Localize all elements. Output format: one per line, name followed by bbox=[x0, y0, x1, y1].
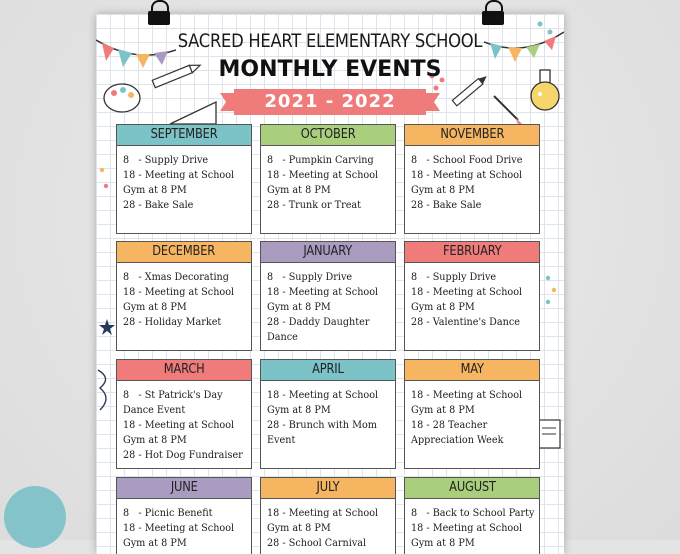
month-name: SEPTEMBER bbox=[150, 127, 218, 142]
month-header bbox=[261, 360, 395, 381]
month-header bbox=[117, 360, 251, 381]
month-header bbox=[261, 478, 395, 499]
event-line: Gym at 8 PM bbox=[123, 434, 187, 446]
monthly-events-heading: MONTHLY EVENTS bbox=[218, 57, 442, 82]
month-name: NOVEMBER bbox=[440, 127, 504, 142]
event-list bbox=[117, 499, 251, 551]
month-name: DECEMBER bbox=[152, 244, 216, 259]
event-line: 28 - Valentine's Dance bbox=[411, 316, 521, 328]
event-line: 18 - Meeting at School bbox=[123, 286, 235, 298]
event-line: 18 - Meeting at School bbox=[267, 507, 379, 519]
event-line: 18 - Meeting at School bbox=[123, 419, 235, 431]
month-header bbox=[405, 360, 539, 381]
event-line: Gym at 8 PM bbox=[411, 184, 475, 196]
month-card-may bbox=[404, 359, 540, 469]
event-line: 18 - Meeting at School bbox=[411, 522, 523, 534]
event-line: Gym at 8 PM bbox=[267, 522, 331, 534]
event-list bbox=[261, 263, 395, 345]
event-list bbox=[117, 146, 251, 213]
month-name: OCTOBER bbox=[300, 127, 356, 142]
school-name-title: SACRED HEART ELEMENTARY SCHOOL bbox=[177, 30, 483, 52]
event-line: Dance Event bbox=[123, 404, 186, 416]
month-card-march bbox=[116, 359, 252, 469]
event-list bbox=[405, 499, 539, 551]
month-header bbox=[405, 478, 539, 499]
event-line: Gym at 8 PM bbox=[123, 537, 187, 549]
month-card-september bbox=[116, 124, 252, 234]
binder-clip-left bbox=[148, 0, 170, 28]
event-list bbox=[117, 263, 251, 330]
month-card-april bbox=[260, 359, 396, 469]
event-line: Gym at 8 PM bbox=[123, 301, 187, 313]
month-card-october bbox=[260, 124, 396, 234]
event-line: Gym at 8 PM bbox=[411, 537, 475, 549]
month-name: FEBRUARY bbox=[442, 244, 502, 259]
event-line: 28 - Bake Sale bbox=[411, 199, 482, 211]
month-card-august bbox=[404, 477, 540, 554]
month-header bbox=[117, 242, 251, 263]
event-line: 28 - Brunch with Mom bbox=[267, 419, 377, 431]
month-name: MAY bbox=[460, 362, 484, 377]
month-header bbox=[405, 125, 539, 146]
binder-clip-right bbox=[482, 0, 504, 28]
month-card-february bbox=[404, 241, 540, 351]
event-list bbox=[405, 263, 539, 330]
event-line: 8 - Back to School Party bbox=[411, 507, 535, 519]
event-line: Gym at 8 PM bbox=[123, 184, 187, 196]
event-line: 8 - School Food Drive bbox=[411, 154, 523, 166]
month-card-january bbox=[260, 241, 396, 351]
month-header bbox=[117, 478, 251, 499]
event-line: 8 - Supply Drive bbox=[267, 271, 353, 283]
paint-palette-icon bbox=[100, 78, 144, 118]
event-line: 28 - School Carnival bbox=[267, 537, 367, 549]
event-line: 18 - Meeting at School bbox=[411, 389, 523, 401]
school-year-ribbon: 2021 - 2022 bbox=[234, 89, 426, 115]
month-header bbox=[117, 125, 251, 146]
event-line: 18 - 28 Teacher bbox=[411, 419, 488, 431]
event-line: 18 - Meeting at School bbox=[411, 169, 523, 181]
event-list bbox=[261, 146, 395, 213]
month-name: JANUARY bbox=[303, 244, 353, 259]
month-name: AUGUST bbox=[448, 480, 496, 495]
month-card-november bbox=[404, 124, 540, 234]
event-line: Dance bbox=[267, 331, 298, 343]
month-header bbox=[261, 242, 395, 263]
event-line: Gym at 8 PM bbox=[411, 404, 475, 416]
event-line: Gym at 8 PM bbox=[267, 301, 331, 313]
event-line: 18 - Meeting at School bbox=[267, 286, 379, 298]
event-line: 28 - Holiday Market bbox=[123, 316, 222, 328]
book-icon bbox=[536, 414, 564, 454]
month-header bbox=[261, 125, 395, 146]
event-line: 8 - Pumpkin Carving bbox=[267, 154, 374, 166]
event-line: 18 - Meeting at School bbox=[123, 522, 235, 534]
month-header bbox=[405, 242, 539, 263]
event-list bbox=[405, 146, 539, 213]
month-name: JUNE bbox=[170, 480, 198, 495]
event-list bbox=[261, 499, 395, 551]
event-line: Event bbox=[267, 434, 296, 446]
event-line: 8 - Picnic Benefit bbox=[123, 507, 213, 519]
event-line: Gym at 8 PM bbox=[267, 184, 331, 196]
event-line: 18 - Meeting at School bbox=[267, 169, 379, 181]
event-line: 8 - Supply Drive bbox=[411, 271, 497, 283]
event-list bbox=[261, 381, 395, 448]
event-line: Appreciation Week bbox=[411, 434, 504, 446]
event-line: Gym at 8 PM bbox=[411, 301, 475, 313]
event-line: 28 - Trunk or Treat bbox=[267, 199, 362, 211]
month-name: APRIL bbox=[312, 362, 344, 377]
event-list bbox=[405, 381, 539, 448]
event-list bbox=[117, 381, 251, 463]
event-line: 8 - Xmas Decorating bbox=[123, 271, 229, 283]
events-poster bbox=[96, 14, 564, 554]
confetti-dots-top-decoration bbox=[532, 18, 562, 38]
event-line: Gym at 8 PM bbox=[267, 404, 331, 416]
confetti-side-decoration bbox=[542, 272, 562, 312]
event-line: 28 - Bake Sale bbox=[123, 199, 194, 211]
event-line: 8 - Supply Drive bbox=[123, 154, 209, 166]
event-line: 28 - Daddy Daughter bbox=[267, 316, 370, 328]
doodle-scribble-decoration bbox=[96, 366, 116, 414]
star-icon bbox=[98, 318, 116, 336]
event-line: 18 - Meeting at School bbox=[267, 389, 379, 401]
month-card-december bbox=[116, 241, 252, 351]
event-line: 18 - Meeting at School bbox=[411, 286, 523, 298]
month-name: JULY bbox=[316, 480, 340, 495]
month-card-july bbox=[260, 477, 396, 554]
event-line: 8 - St Patrick's Day bbox=[123, 389, 223, 401]
confetti-left-decoration bbox=[96, 164, 112, 204]
event-line: 28 - Hot Dog Fundraiser bbox=[123, 449, 243, 461]
shop-badge-decoration bbox=[4, 486, 66, 548]
month-name: MARCH bbox=[163, 362, 205, 377]
event-line: 18 - Meeting at School bbox=[123, 169, 235, 181]
month-card-june bbox=[116, 477, 252, 554]
